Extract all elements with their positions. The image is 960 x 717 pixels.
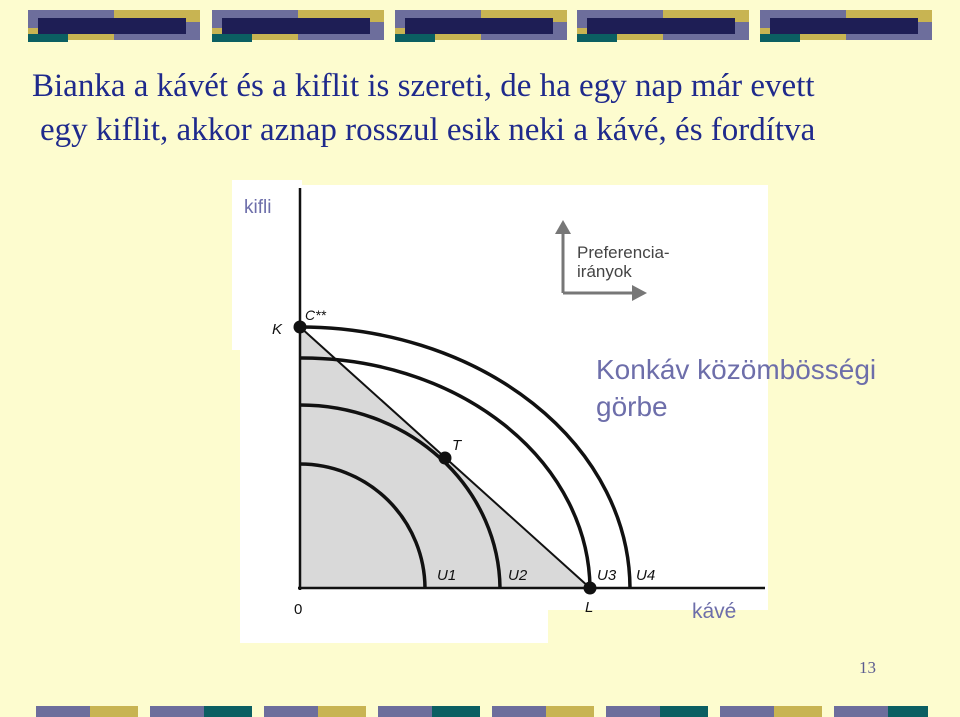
preference-label-line-2: irányok <box>577 262 632 281</box>
y-axis-label: kifli <box>244 197 272 218</box>
curve-label-U4: U4 <box>636 567 656 584</box>
slide-title-line-2: egy kiflit, akkor aznap rosszul esik neki a kávé, és fordítva <box>40 112 816 148</box>
curve-label-U1: U1 <box>437 567 457 584</box>
curve-label-U2: U2 <box>508 567 528 584</box>
x-axis-label: kávé <box>692 600 737 623</box>
origin-label: 0 <box>294 601 303 618</box>
page-number: 13 <box>859 658 876 677</box>
point-K-label: K <box>272 321 283 338</box>
preference-label-line-1: Preferencia- <box>577 243 670 262</box>
point-L-label: L <box>585 599 594 616</box>
point-T-marker <box>439 452 452 465</box>
point-L-marker <box>584 582 597 595</box>
point-T-label: T <box>452 437 462 454</box>
curve-label-U3: U3 <box>597 567 617 584</box>
concave-curve-annotation-line-2: görbe <box>596 391 668 422</box>
concave-curve-annotation-line-1: Konkáv közömbösségi <box>596 354 877 385</box>
bottom-decoration-bar <box>0 706 960 717</box>
slide-title-line-1: Bianka a kávét és a kiflit is szereti, de ha egy nap már evett <box>32 68 815 104</box>
point-C-label: C** <box>305 307 327 323</box>
